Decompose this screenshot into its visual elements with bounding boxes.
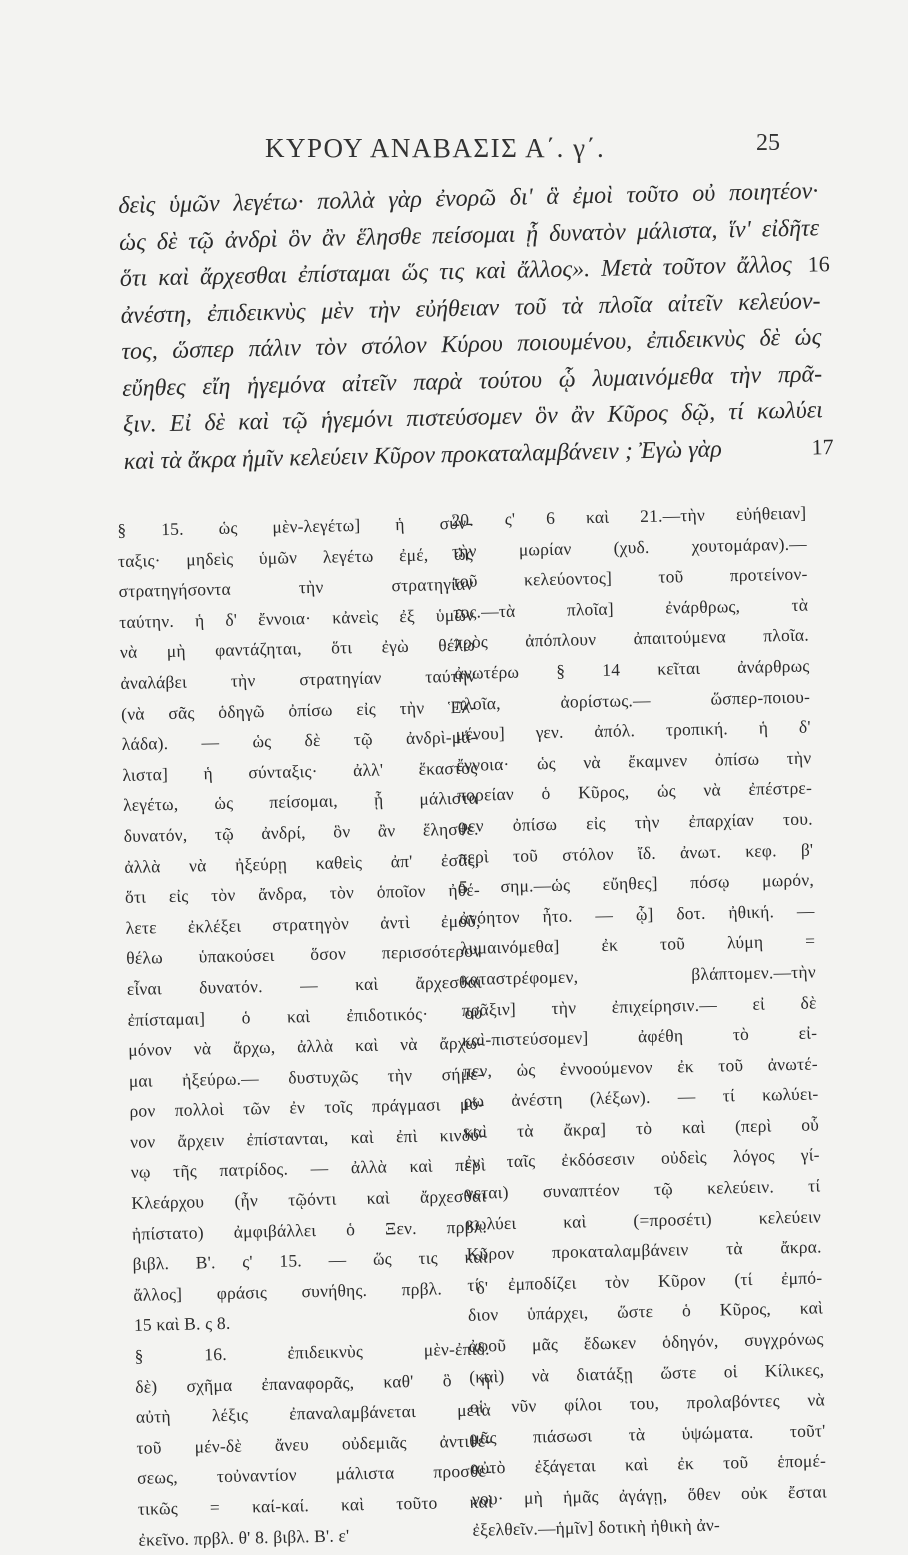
commentary-line: ἠπίστατο) ἀμφιβάλλει ὁ Ξεν. πρβλ. <box>131 1216 488 1244</box>
commentary-line: λυμαινόμεθα] ἐκ τοῦ λύμη = <box>460 930 816 959</box>
commentary-line: πεν, ὡς ἐννοούμενον ἐκ τοῦ ἀνωτέ- <box>462 1053 818 1081</box>
commentary-line: τοῦ κελεύοντος] τοῦ προτείνον- <box>452 563 808 592</box>
commentary-line: ἀφοῦ μᾶς ἔδωκεν ὁδηγόν, συγχρόνως <box>468 1328 824 1356</box>
commentary-line: τοῦ μέν-δὲ ἄνευ οὐδεμιᾶς ἀντιθέ- <box>136 1430 492 1458</box>
commentary-line: διον ὑπάρχει, ὥστε ὁ Κῦρος, καὶ <box>467 1297 824 1326</box>
commentary-line: ἀλλὰ νὰ ἠξεύρῃ καθεὶς ἀπ' ἐσᾶς, <box>124 849 480 877</box>
running-head <box>0 130 908 173</box>
commentary-line: πρᾶξιν] τὴν ἐπιχείρησιν.— εἰ δὲ <box>461 991 817 1020</box>
running-head-title: ΚΥΡΟΥ ΑΝΑΒΑΣΙΣ Α΄. γ΄. <box>265 133 606 163</box>
main-text-line-content: εὔηθες εἴη ἡγεμόνα αἰτεῖν παρὰ τούτου ᾧ λυμαινόμεθα τὴν πρᾶ- <box>121 360 823 402</box>
commentary-line: τος.—τὰ πλοῖα] ἐνάρθρως, τὰ <box>453 594 809 622</box>
commentary-line: πορείαν ὁ Κῦρος, ὡς νὰ ἐπέστρε- <box>456 777 813 806</box>
commentary-right-column <box>451 498 828 1545</box>
commentary-line: ρω ἀνέστη (λέξων). — τί κωλύει- <box>463 1083 819 1112</box>
commentary-line: σεως, τοὐναντίον μάλιστα προσθε- <box>136 1460 493 1489</box>
commentary-line: καὶ τὰ ἄκρα] τὸ καὶ (περὶ οὗ <box>463 1114 820 1142</box>
commentary-line: φεν ὀπίσω εἰς τὴν ἐπαρχίαν του. <box>457 808 813 836</box>
commentary-line: τὴν μωρίαν (χυδ. χουτομάραν).— <box>451 533 808 561</box>
commentary-line: 5 σημ.—ὡς εὔηθες] πόσῳ μωρόν, <box>458 869 815 898</box>
commentary-line: δὲ) σχῆμα ἐπαναφορᾶς, καθ' ὃ ἡ <box>135 1369 491 1397</box>
commentary-line: μαι ἠξεύρω.— δυστυχῶς τὴν σήμε- <box>128 1063 484 1091</box>
commentary-line: Κλεάρχου (ἦν τῷόντι καὶ ἄρχεσθαι <box>131 1185 487 1213</box>
main-text-line-content: τος, ὥσπερ πάλιν τὸν στόλον Κύρου ποιουμένου, ἐπιδεικνὺς δὲ ὡς <box>121 324 822 365</box>
page-number: 25 <box>756 130 780 156</box>
section-number-margin: 17 <box>811 433 834 460</box>
commentary-line: κωλύει καὶ (=προσέτι) κελεύειν <box>465 1206 822 1234</box>
commentary-line: ἐν ταῖς ἐκδόσεσιν οὐδεὶς λόγος γί- <box>464 1144 820 1173</box>
commentary-line: τί ἐμποδίζει τὸν Κῦρον (τί ἐμπό- <box>467 1267 823 1295</box>
commentary-line: § 15. ὡς μὲν-λεγέτω] ἡ σύν- <box>117 512 473 540</box>
commentary-line: ἐξελθεῖν.—ἡμῖν] δοτικὴ ἠθικὴ ἀν- <box>472 1514 721 1540</box>
commentary-line: λεγέτω, ὡς πείσομαι, ᾗ μάλιστα <box>122 787 479 816</box>
commentary-line: μᾶς πιάσωσι τὰ ὑψώματα. τοῦτ' <box>470 1420 826 1448</box>
commentary-line: νὰ μὴ φαντάζηται, ὅτι ἐγὼ θέλω <box>119 634 476 663</box>
commentary-line: στρατηγήσοντα τὴν στρατηγίαν <box>118 573 474 602</box>
commentary-line: Κῦρον προκαταλαμβάνειν τὰ ἄκρα. <box>466 1236 822 1265</box>
commentary-line: ὅτι εἰς τὸν ἄνδρα, τὸν ὁποῖον ἠθέ- <box>124 879 481 908</box>
commentary-line: λάδα). — ὡς δὲ τῷ ἀνδρὶ-μά- <box>121 726 477 755</box>
commentary-line: 20. ς' 6 καὶ 21.—τὴν εὐήθειαν] <box>451 502 807 530</box>
commentary-line: οἱ νῦν φίλοι του, προλαβόντες νὰ <box>469 1389 826 1418</box>
commentary-line: περὶ τοῦ στόλον ἴδ. ἀνωτ. κεφ. β' <box>458 839 814 867</box>
commentary-line: ταύτην. ἡ δ' ἔννοια· κἀνεὶς ἐξ ὑμῶν <box>119 604 475 632</box>
commentary-line: (καὶ) νὰ διατάξῃ ὥστε οἱ Κίλικες, <box>469 1359 825 1387</box>
main-text-line-content: ξιν. Εἰ δὲ καὶ τῷ ἡγεμόνι πιστεύσομεν ὃν ἂν Κῦρος δῷ, τί κωλύει <box>122 397 824 438</box>
commentary-line: λετε ἐκλέξει στρατηγὸν ἀντὶ ἐμοῦ, <box>125 910 481 938</box>
commentary-line: ταξις· μηδεὶς ὑμῶν λεγέτω ἐμέ, ὡς <box>117 543 474 571</box>
commentary-line: βιβλ. Β'. ς' 15. — ὥς τις καὶ <box>132 1246 488 1275</box>
commentary-line: πρὸς ἀπόπλουν ἀπαιτούμενα πλοῖα. <box>453 624 810 653</box>
commentary-line: ἔννοια· ὡς νὰ ἔκαμνεν ὀπίσω τὴν <box>456 747 812 775</box>
main-text-line-content: δεὶς ὑμῶν λεγέτω· πολλὰ γὰρ ἐνορῶ δι' ἃ ἐμοὶ τοῦτο οὐ ποιητέον· <box>118 178 819 219</box>
commentary-line: ἀνωτέρω § 14 κεῖται ἀνάρθρως <box>454 655 810 683</box>
commentary-line: νῳ τῆς πατρίδος. — ἀλλὰ καὶ περὶ <box>130 1154 486 1183</box>
commentary-line: 15 καὶ Β. ς 8. <box>133 1313 231 1336</box>
commentary-line: νου· μὴ ἡμᾶς ἀγάγῃ, ὅθεν οὐκ ἔσται <box>471 1481 827 1509</box>
commentary-line: δυνατόν, τῷ ἀνδρί, ὃν ἂν ἕλησθε. <box>123 818 479 846</box>
commentary-line: μόνον νὰ ἄρχω, ἀλλὰ καὶ νὰ ἄρχω- <box>127 1032 484 1060</box>
commentary-line: εἶναι δυνατόν. — καὶ ἄρχεσθαι <box>126 971 483 999</box>
commentary-left-column <box>117 508 494 1555</box>
commentary-line: αὐτὸ ἐξάγεται καὶ ἐκ τοῦ ἑπομέ- <box>470 1450 827 1479</box>
commentary-line: ἐκεῖνο. πρβλ. θ' 8. βιβλ. Β'. ε' <box>138 1524 350 1550</box>
main-text-line-content: ὡς δὲ τῷ ἀνδρὶ ὃν ἂν ἕλησθε πείσομαι ᾗ δυνατὸν μάλιστα, ἵν' εἰδῆτε <box>118 214 820 256</box>
commentary-line: λιστα] ἡ σύνταξις· ἀλλ' ἕκαστος <box>122 757 478 785</box>
commentary-line: καταστρέφομεν, βλάπτομεν.—τὴν <box>460 961 817 989</box>
commentary-line: ἀνόητον ἦτο. — ᾧ] δοτ. ἠθική. — <box>459 900 815 928</box>
commentary-line: ρον πολλοὶ τῶν ἐν τοῖς πράγμασι μό- <box>129 1093 485 1122</box>
commentary-line: νον ἄρχειν ἐπίστανται, καὶ ἐπὶ κινδύ- <box>129 1124 486 1152</box>
commentary-line: καὶ-πιστεύσομεν] ἀφέθη τὸ εἰ- <box>461 1022 818 1050</box>
commentary-line: ἐπίσταμαι] ὁ καὶ ἐπιδοτικός· οὐ <box>127 1001 483 1030</box>
main-text-line-content: καὶ τὰ ἄκρα ἡμῖν κελεύειν Κῦρον προκαταλαμβάνειν ; Ἐγὼ γὰρ <box>123 435 723 475</box>
commentary-line: ἀναλάβει τὴν στρατηγίαν ταύτην <box>120 665 476 693</box>
commentary-line: πλοῖα, ἀορίστως.— ὥσπερ-ποιου- <box>454 686 811 714</box>
commentary-line: ἄλλος] φράσις συνήθης. πρβλ. δ' <box>133 1277 489 1305</box>
main-text-line-content: ὅτι καὶ ἄρχεσθαι ἐπίσταμαι ὥς τις καὶ ἄλλος». Μετὰ τοῦτον ἄλλος <box>119 251 793 292</box>
main-text-block <box>118 173 834 480</box>
main-text-line-content: ἀνέστη, ἐπιδεικνὺς μὲν τὴν εὐήθειαν τοῦ τὰ πλοῖα αἰτεῖν κελεύον- <box>120 287 821 329</box>
commentary-line: μένου] γεν. ἀπόλ. τροπική. ἡ δ' <box>455 716 811 745</box>
section-number-margin: 16 <box>807 251 831 277</box>
commentary-line: θέλω ὑπακούσει ὅσον περισσότερον <box>126 940 482 969</box>
commentary-line: αὐτὴ λέξις ἐπαναλαμβάνεται μετὰ <box>135 1399 492 1428</box>
commentary-line: (νὰ σᾶς ὁδηγῶ ὀπίσω εἰς τὴν Ἑλ- <box>120 696 477 724</box>
commentary-line: § 16. ἐπιδεικνὺς μὲν-ἐπιδ. <box>134 1338 490 1366</box>
commentary-line: τικῶς = καί-καί. καὶ τοῦτο καὶ <box>137 1491 493 1519</box>
commentary-line: νεται) συναπτέον τῷ κελεύειν. τί <box>465 1175 821 1203</box>
